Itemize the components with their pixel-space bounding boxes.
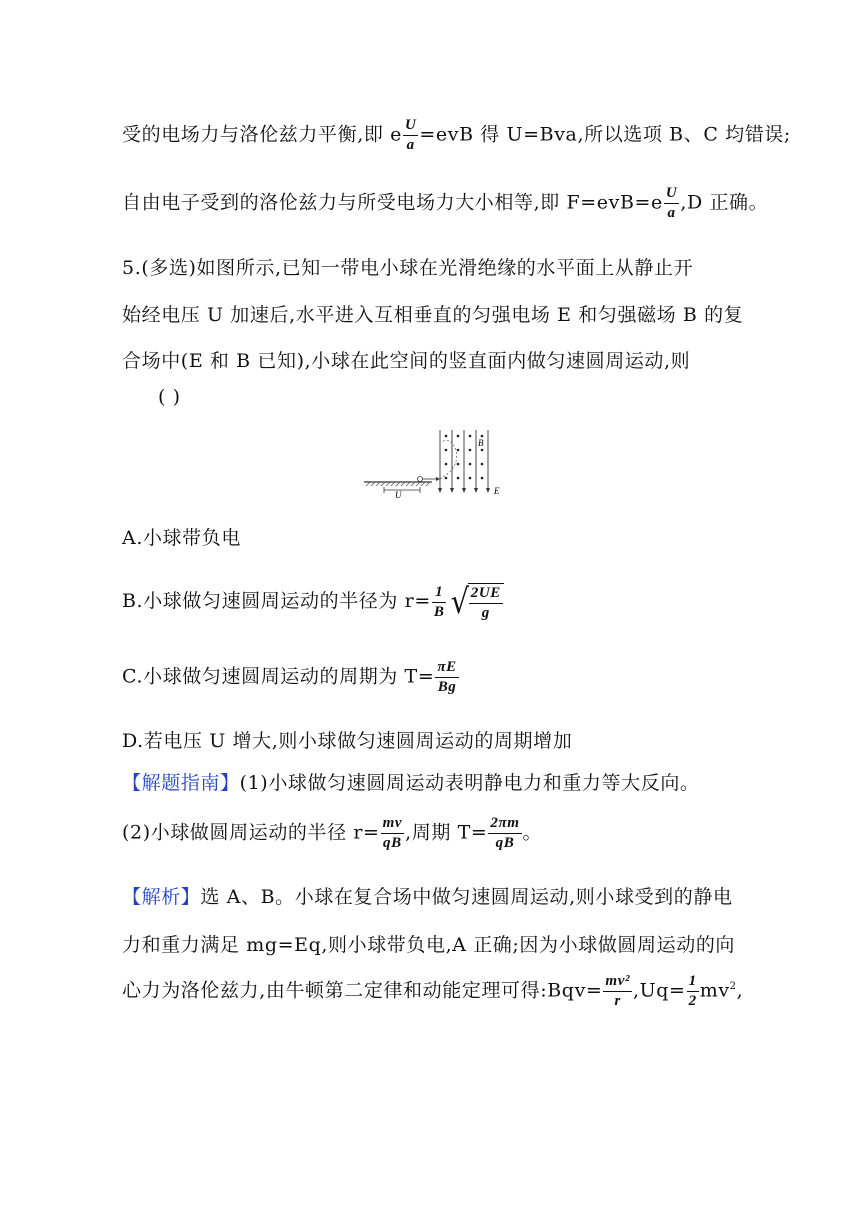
- option-c: [122, 660, 460, 695]
- field-diagram: [362, 428, 512, 500]
- fraction-2ue-over-g: $\frac{2UE}{g}$: [470, 585, 501, 621]
- fraction-1-over-b: $\frac{1}{B}$: [433, 583, 445, 620]
- fraction-mv2-over-r: $\frac{\text{mv²}}{r}$: [605, 973, 631, 1009]
- text: =evB 得 U=Bva,所以选项 B、C 均错误;: [419, 123, 791, 146]
- fraction-u-over-a: $\frac{U}{a}$: [665, 185, 678, 221]
- fraction-pie-over-bg: $\frac{\pi E}{Bg}$: [437, 659, 457, 695]
- fraction-1-over-2: $\frac{1}{2}$: [688, 973, 697, 1009]
- solution-line-1: [122, 118, 791, 153]
- text: ,D 正确。: [680, 191, 769, 214]
- guide-line-1: 【解题指南】(1)小球做匀速圆周运动表明静电力和重力等大反向。: [122, 772, 700, 794]
- answer-blank: ( ): [158, 386, 181, 408]
- label-b: B: [478, 438, 484, 448]
- question-line-3: 合场中(E 和 B 已知),小球在此空间的竖直面内做匀速圆周运动,则: [122, 350, 691, 372]
- question-line-2: 始经电压 U 加速后,水平进入互相垂直的匀强电场 E 和匀强磁场 B 的复: [122, 304, 744, 326]
- text: B.小球做匀速圆周运动的半径为 r=: [122, 590, 431, 612]
- solution-line-2: [122, 186, 768, 221]
- option-a: A.小球带负电: [122, 527, 241, 549]
- text: C.小球做匀速圆周运动的周期为 T=: [122, 665, 435, 688]
- question-line-1: 5.(多选)如图所示,已知一带电小球在光滑绝缘的水平面上从静止开: [122, 257, 694, 279]
- analysis-line-3: 心力为洛伦兹力,由牛顿第二定律和动能定理可得:Bqv= $\frac{\text{mv²}}{r}$ ,Uq= $\frac{1}{2}$ $mv^2$,: [122, 973, 744, 1009]
- radical-sign: √: [451, 582, 471, 622]
- text: 受的电场力与洛伦兹力平衡,即 e: [122, 123, 402, 146]
- fraction-mv-over-qb: $\frac{mv}{qB}$: [382, 815, 403, 851]
- guide-line-2: (2)小球做圆周运动的半径 r= $\frac{mv}{qB}$ ,周期 T= $\frac{2\pi m}{qB}$ 。: [122, 815, 543, 851]
- fraction-u-over-a: $\frac{U}{a}$: [404, 117, 417, 153]
- option-d: D.若电压 U 增大,则小球做匀速圆周运动的周期增加: [122, 730, 573, 752]
- square-root: [449, 582, 503, 622]
- label-u: U: [395, 490, 402, 500]
- label-e: E: [494, 486, 500, 496]
- guide-tag: 【解题指南】: [122, 772, 240, 794]
- text: 自由电子受到的洛伦兹力与所受电场力大小相等,即 F=evB=e: [122, 191, 663, 214]
- analysis-line-2: 力和重力满足 mg=Eq,则小球带负电,A 正确;因为小球做圆周运动的向: [122, 934, 736, 956]
- fraction-2pim-over-qb: $\frac{2\pi m}{qB}$: [490, 815, 520, 851]
- analysis-line-1: 【解析】选 A、B。小球在复合场中做匀速圆周运动,则小球受到的静电: [122, 886, 733, 908]
- option-b: [122, 582, 504, 622]
- analysis-tag: 【解析】: [122, 886, 201, 908]
